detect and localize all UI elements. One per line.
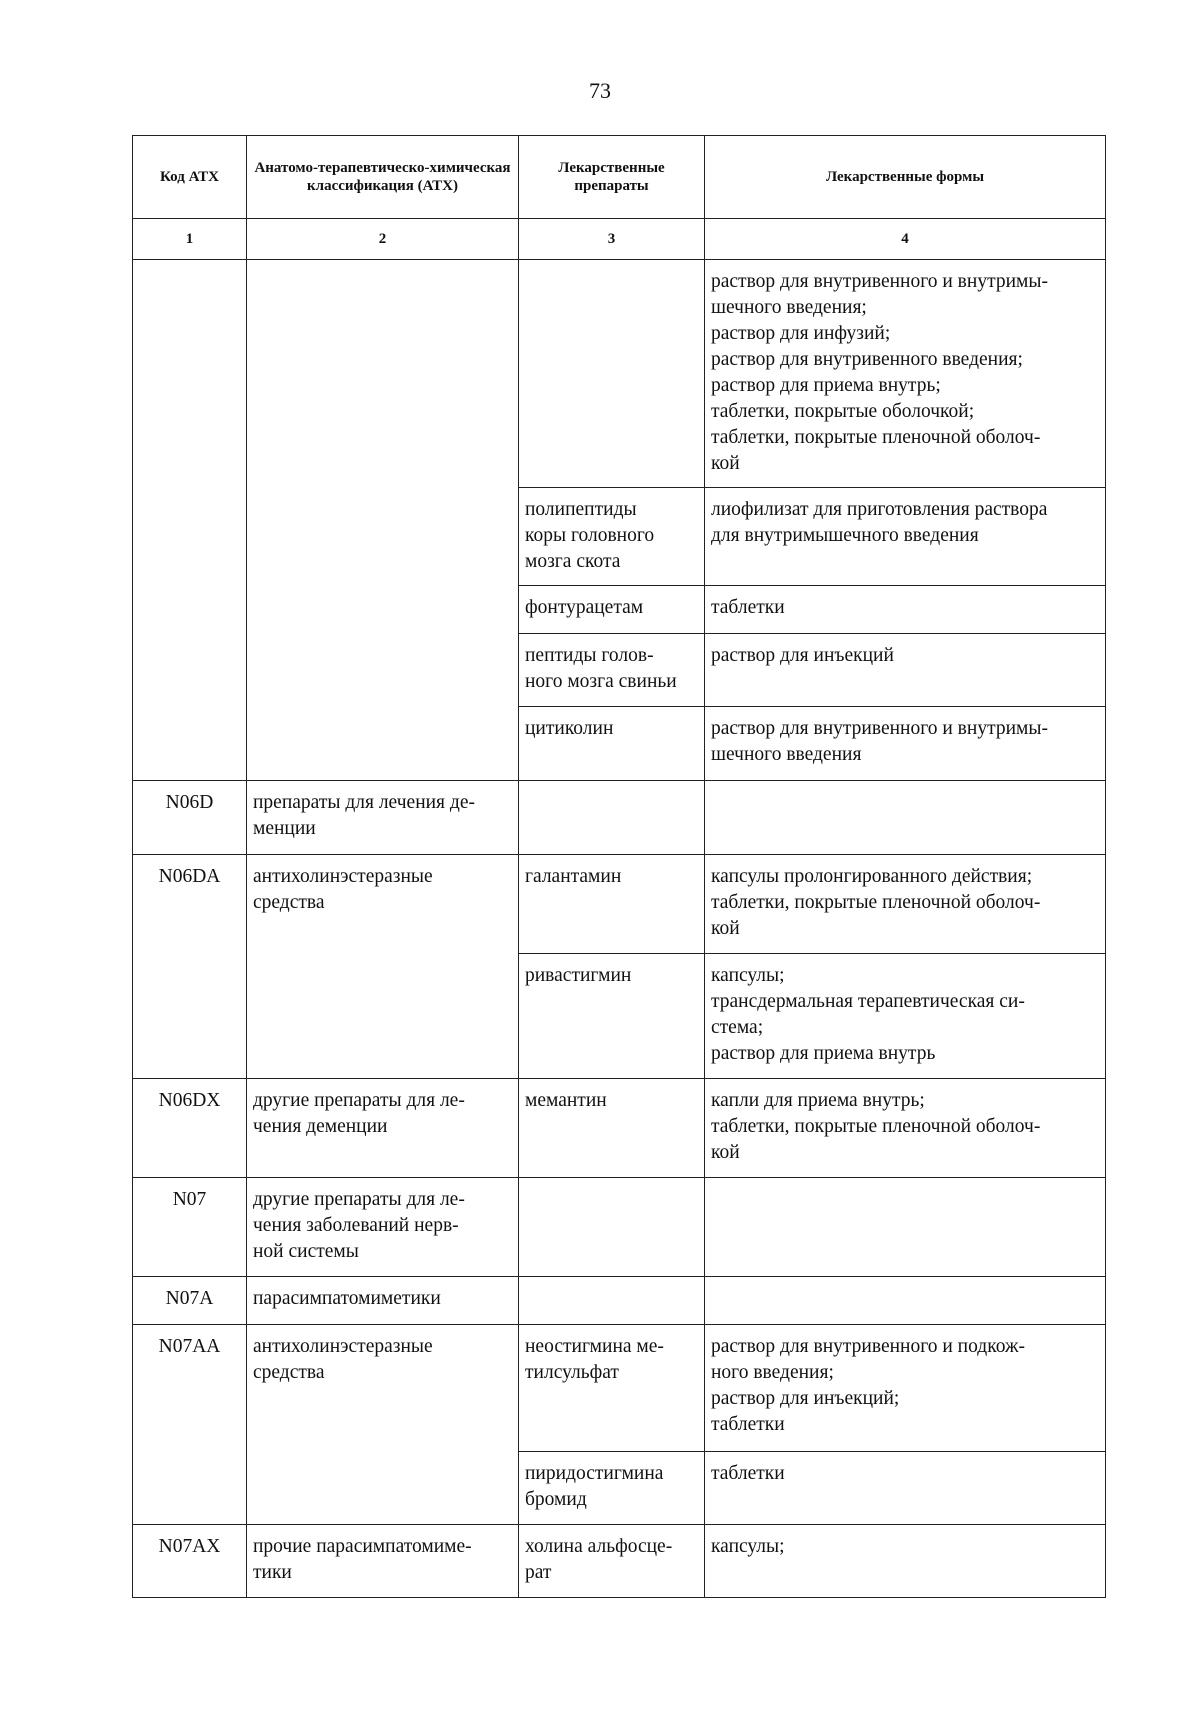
class-line: чения заболеваний нерв- [253, 1215, 459, 1236]
form-line: раствор для приема внутрь; [711, 375, 941, 396]
atx-code-cell: N06DX [133, 1079, 247, 1178]
drug-line: рат [525, 1562, 552, 1583]
column-number: 3 [519, 219, 705, 260]
form-line: раствор для инъекций [711, 645, 894, 666]
dosage-forms-cell [705, 1525, 1106, 1598]
atx-code-cell: N07A [133, 1277, 247, 1325]
class-line: чения деменции [253, 1116, 388, 1137]
drug-cell [519, 1525, 705, 1598]
drug-line: фонтурацетам [525, 597, 644, 618]
drug-line: полипептиды [525, 499, 637, 520]
form-line: шечного введения; [711, 297, 867, 318]
class-line: менции [253, 818, 316, 839]
drug-cell [519, 855, 705, 954]
dosage-forms-cell [705, 1277, 1106, 1325]
drug-cell [519, 1277, 705, 1325]
header-atx-code: Код АТХ [133, 136, 247, 219]
class-line: средства [253, 892, 325, 913]
drug-cell [519, 1178, 705, 1277]
dosage-forms-cell [705, 260, 1106, 488]
drug-line: ного мозга свиньи [525, 671, 677, 692]
class-line: другие препараты для ле- [253, 1189, 465, 1210]
form-line: таблетки, покрытые пленочной оболоч- [711, 892, 1041, 913]
form-line: кой [711, 918, 740, 939]
form-line: раствор для внутривенного и подкож- [711, 1336, 1025, 1357]
atx-class-cell [247, 1079, 519, 1178]
form-line: стема; [711, 1017, 764, 1038]
form-line: кой [711, 1142, 740, 1163]
dosage-forms-cell [705, 1325, 1106, 1452]
form-line: раствор для внутривенного введения; [711, 349, 1023, 370]
drug-line: ривастигмин [525, 965, 632, 986]
form-line: таблетки, покрытые пленочной оболоч- [711, 1116, 1041, 1137]
class-line: препараты для лечения де- [253, 792, 475, 813]
class-line: антихолинэстеразные [253, 1336, 433, 1357]
drug-line: цитиколин [525, 718, 614, 739]
drug-line: тилсульфат [525, 1362, 619, 1383]
atx-code-cell: N07 [133, 1178, 247, 1277]
drug-line: мемантин [525, 1090, 607, 1111]
table-row [133, 1325, 1106, 1452]
class-line: парасимпатомиметики [253, 1288, 441, 1309]
table-row [133, 781, 1106, 855]
class-line: средства [253, 1362, 325, 1383]
form-line: шечного введения [711, 744, 862, 765]
class-line: ной системы [253, 1241, 359, 1262]
form-line: капли для приема внутрь; [711, 1090, 925, 1111]
header-row [133, 136, 1106, 219]
drug-cell [519, 488, 705, 586]
atx-class-cell [247, 1277, 519, 1325]
drug-cell [519, 781, 705, 855]
header-drugs: Лекарственные препараты [519, 136, 705, 219]
drug-cell [519, 707, 705, 781]
drug-line: бромид [525, 1489, 587, 1510]
page-number: 73 [589, 78, 611, 103]
drug-line: коры головного [525, 525, 655, 546]
atx-table [132, 135, 1106, 1598]
table-row [133, 855, 1106, 954]
form-line: трансдермальная терапевтическая си- [711, 991, 1025, 1012]
table-row [133, 1525, 1106, 1598]
form-line: таблетки, покрытые оболочкой; [711, 401, 975, 422]
form-line: раствор для инъекций; [711, 1388, 900, 1409]
drug-cell [519, 634, 705, 707]
drug-line: пептиды голов- [525, 645, 654, 666]
form-line: таблетки [711, 1414, 785, 1435]
atx-code-cell: N07AX [133, 1525, 247, 1598]
atx-code-cell: N06DA [133, 855, 247, 1079]
header-dosage-forms: Лекарственные формы [705, 136, 1106, 219]
form-line: ного введения; [711, 1362, 834, 1383]
drug-cell [519, 1079, 705, 1178]
column-number: 2 [247, 219, 519, 260]
class-line: тики [253, 1562, 292, 1583]
dosage-forms-cell [705, 634, 1106, 707]
form-line: таблетки [711, 1463, 785, 1484]
atx-class-cell [247, 1325, 519, 1525]
table-body [133, 260, 1106, 1598]
table-row [133, 1079, 1106, 1178]
form-line: капсулы; [711, 965, 785, 986]
class-line: антихолинэстеразные [253, 866, 433, 887]
column-number: 4 [705, 219, 1106, 260]
form-line: для внутримышечного введения [711, 525, 979, 546]
drug-line: холина альфосце- [525, 1536, 673, 1557]
form-line: таблетки, покрытые пленочной оболоч- [711, 427, 1041, 448]
drug-line: пиридостигмина [525, 1463, 664, 1484]
atx-class-cell [247, 1525, 519, 1598]
form-line: раствор для внутривенного и внутримы- [711, 271, 1048, 292]
drug-line: галантамин [525, 866, 622, 887]
drug-cell [519, 954, 705, 1079]
drug-cell [519, 586, 705, 634]
atx-code-cell: N07AA [133, 1325, 247, 1525]
atx-class-cell [247, 260, 519, 781]
dosage-forms-cell [705, 488, 1106, 586]
column-number-row [133, 219, 1106, 260]
drug-line: мозга скота [525, 551, 621, 572]
dosage-forms-cell [705, 1452, 1106, 1525]
table-row [133, 260, 1106, 488]
class-line: другие препараты для ле- [253, 1090, 465, 1111]
atx-class-cell [247, 781, 519, 855]
form-line: раствор для приема внутрь [711, 1043, 936, 1064]
atx-class-cell [247, 855, 519, 1079]
column-number: 1 [133, 219, 247, 260]
drug-cell [519, 1325, 705, 1452]
dosage-forms-cell [705, 855, 1106, 954]
class-line: прочие парасимпатомиме- [253, 1536, 472, 1557]
form-line: таблетки [711, 597, 785, 618]
form-line: капсулы пролонгированного действия; [711, 866, 1033, 887]
form-line: раствор для инфузий; [711, 323, 891, 344]
table-row [133, 1277, 1106, 1325]
drug-cell [519, 260, 705, 488]
dosage-forms-cell [705, 1079, 1106, 1178]
dosage-forms-cell [705, 707, 1106, 781]
drug-line: неостигмина ме- [525, 1336, 664, 1357]
form-line: кой [711, 453, 740, 474]
dosage-forms-cell [705, 1178, 1106, 1277]
table-row [133, 1178, 1106, 1277]
dosage-forms-cell [705, 586, 1106, 634]
header-atx-classification: Анатомо-терапевтическо-химическая классификация (АТХ) [247, 136, 519, 219]
drug-cell [519, 1452, 705, 1525]
form-line: капсулы; [711, 1536, 785, 1557]
atx-class-cell [247, 1178, 519, 1277]
dosage-forms-cell [705, 954, 1106, 1079]
form-line: лиофилизат для приготовления раствора [711, 499, 1048, 520]
atx-code-cell: N06D [133, 781, 247, 855]
dosage-forms-cell [705, 781, 1106, 855]
atx-code-cell [133, 260, 247, 781]
form-line: раствор для внутривенного и внутримы- [711, 718, 1048, 739]
